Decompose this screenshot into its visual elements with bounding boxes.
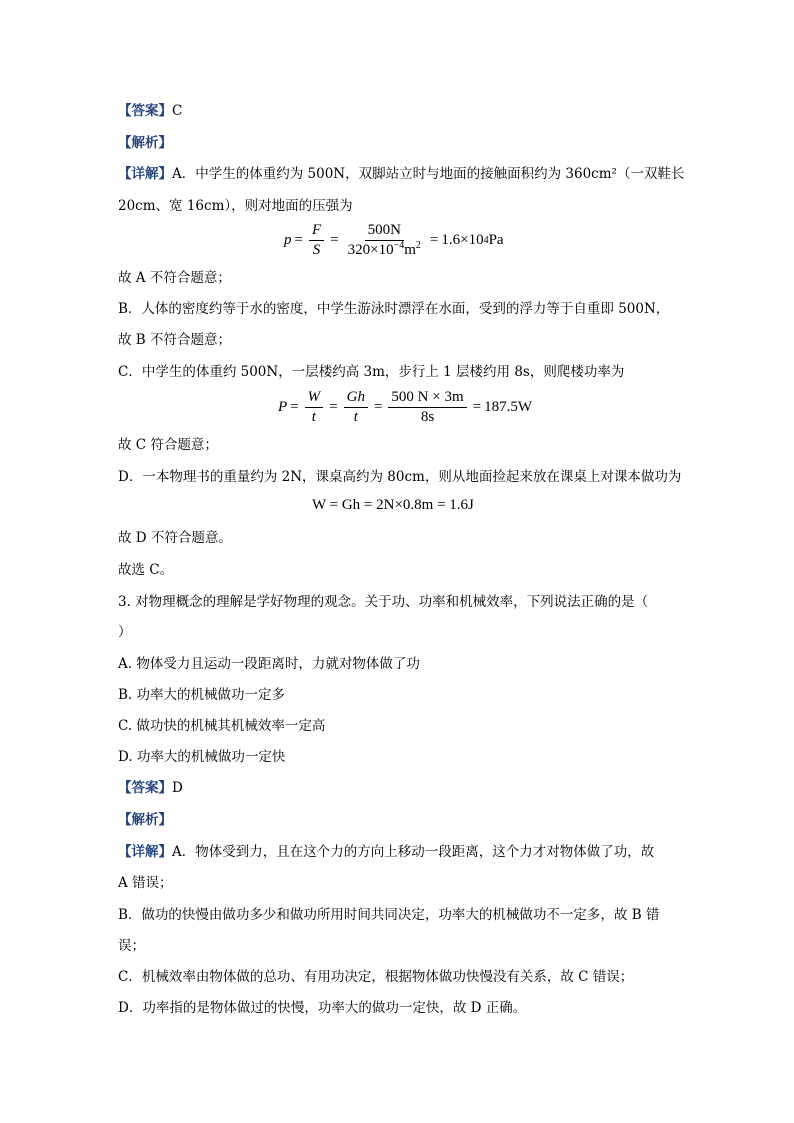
analysis-tag-q2: 【解析】 [118, 135, 172, 151]
fraction-work-over-time: $\frac{500 N \times 3m}{8s}$ [388, 389, 466, 426]
option-d: D. 功率大的机械做功一定快 [118, 749, 286, 765]
answer-line-q3 [118, 778, 183, 798]
work-formula: W = Gh = 2N×0.8m = 1.6J [312, 497, 474, 513]
detail-line-c-q2: C．中学生的体重约 500N，一层楼约高 3m，步行上 1 层楼约用 8s，则爬楼功率为 [118, 364, 625, 380]
detail-line-a2-q3: A 错误； [118, 875, 173, 891]
detail-line-d-q2: D．一本物理书的重量约为 2N，课桌高约为 80cm，则从地面捡起来放在课桌上对课本做功为 [118, 469, 682, 485]
detail-line-b-q2: B．人体的密度约等于水的密度，中学生游泳时漂浮在水面，受到的浮力等于自重即 500N， [118, 301, 670, 317]
detail-tag: 【详解】 [118, 166, 172, 182]
detail-line-d-q3: D．功率指的是物体做过的快慢，功率大的做功一定快，故 D 正确。 [118, 1000, 527, 1016]
question-3-stem: 3. 对物理概念的理解是学好物理的观念。关于功、功率和机械效率，下列说法正确的是（ [118, 594, 649, 610]
conclusion-a-q2: 故 A 不符合题意； [118, 270, 231, 286]
option-c: C. 做功快的机械其机械效率一定高 [118, 718, 326, 734]
answer-value: C [172, 103, 183, 119]
fraction-force-over-area: $\frac{500N}{320\times 10^{-4}m^2}$ [347, 222, 421, 258]
answer-tag: 【答案】 [118, 103, 172, 119]
detail-line-a-q3: 【详解】A．物体受到力，且在这个力的方向上移动一段距离，这个力才对物体做了功，故 [118, 844, 655, 860]
option-b: B. 功率大的机械做功一定多 [118, 687, 286, 703]
final-answer-q2: 故选 C。 [118, 562, 174, 578]
conclusion-c-q2: 故 C 符合题意； [118, 437, 218, 453]
answer-tag: 【答案】 [118, 780, 172, 796]
analysis-tag-q3: 【解析】 [118, 812, 172, 828]
option-a: A. 物体受力且运动一段距离时，力就对物体做了功 [118, 656, 420, 672]
conclusion-d-q2: 故 D 不符合题意。 [118, 530, 232, 546]
fraction-w-over-t: $\frac{W}{t}$ [305, 389, 324, 426]
detail-line-a2-q2: 20cm、宽 16cm），则对地面的压强为 [118, 198, 353, 214]
pressure-formula: p = $\frac{F}{S}$ = $\frac{500N}{320\times 10^{-4}m^2}$ = 1.6×10 4 Pa [284, 222, 504, 258]
answer-value: D [172, 780, 183, 796]
answer-line-q2 [118, 101, 182, 121]
question-3-stem-cont: ） [118, 624, 132, 640]
detail-tag: 【详解】 [118, 844, 172, 860]
detail-line-c-q3: C．机械效率由物体做的总功、有用功决定，根据物体做功快慢没有关系，故 C 错误； [118, 969, 634, 985]
fraction-gh-over-t: $\frac{Gh}{t}$ [344, 389, 368, 426]
conclusion-b-q2: 故 B 不符合题意； [118, 332, 232, 348]
detail-line-a-q2: 【详解】A．中学生的体重约为 500N，双脚站立时与地面的接触面积约为 360cm²（一双鞋长 [118, 166, 685, 182]
fraction-f-over-s: $\frac{F}{S}$ [309, 222, 324, 259]
power-formula: P = $\frac{W}{t}$ = $\frac{Gh}{t}$ = $\frac{500 N \times 3m}{8s}$ = 187.5W [278, 389, 533, 425]
detail-line-b2-q3: 误； [118, 938, 145, 954]
detail-line-b-q3: B．做功的快慢由做功多少和做功所用时间共同决定，功率大的机械做功不一定多，故 B 错 [118, 907, 660, 923]
